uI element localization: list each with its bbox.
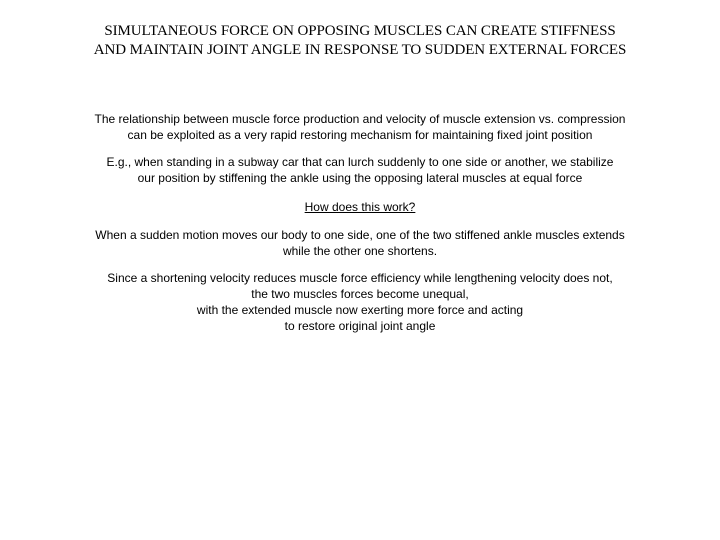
- example-paragraph: [0, 154, 720, 186]
- motion-line-2: while the other one shortens.: [282, 244, 438, 258]
- relationship-line-1: The relationship between muscle force production and velocity of muscle extension vs. compression: [94, 112, 626, 126]
- title-line-2: AND MAINTAIN JOINT ANGLE IN RESPONSE TO SUDDEN EXTERNAL FORCES: [93, 42, 627, 58]
- motion-paragraph: [0, 227, 720, 259]
- explanation-paragraph: [0, 270, 720, 334]
- relationship-paragraph: [0, 111, 720, 143]
- relationship-line-2: can be exploited as a very rapid restoring mechanism for maintaining fixed joint position: [127, 128, 593, 142]
- explanation-line-4: to restore original joint angle: [284, 319, 436, 333]
- question-text: How does this work?: [304, 200, 416, 214]
- explanation-line-1: Since a shortening velocity reduces muscle force efficiency while lengthening velocity does not,: [107, 271, 613, 285]
- example-line-1: E.g., when standing in a subway car that can lurch suddenly to one side or another, we stabilize: [106, 155, 614, 169]
- slide-title: [0, 22, 720, 60]
- question-paragraph: [0, 199, 720, 215]
- title-line-1: SIMULTANEOUS FORCE ON OPPOSING MUSCLES CAN CREATE STIFFNESS: [104, 23, 616, 39]
- example-line-2: our position by stiffening the ankle using the opposing lateral muscles at equal force: [137, 171, 583, 185]
- explanation-line-3: with the extended muscle now exerting more force and acting: [196, 303, 524, 317]
- motion-line-1: When a sudden motion moves our body to one side, one of the two stiffened ankle muscles extends: [95, 228, 625, 242]
- explanation-line-2: the two muscles forces become unequal,: [251, 287, 469, 301]
